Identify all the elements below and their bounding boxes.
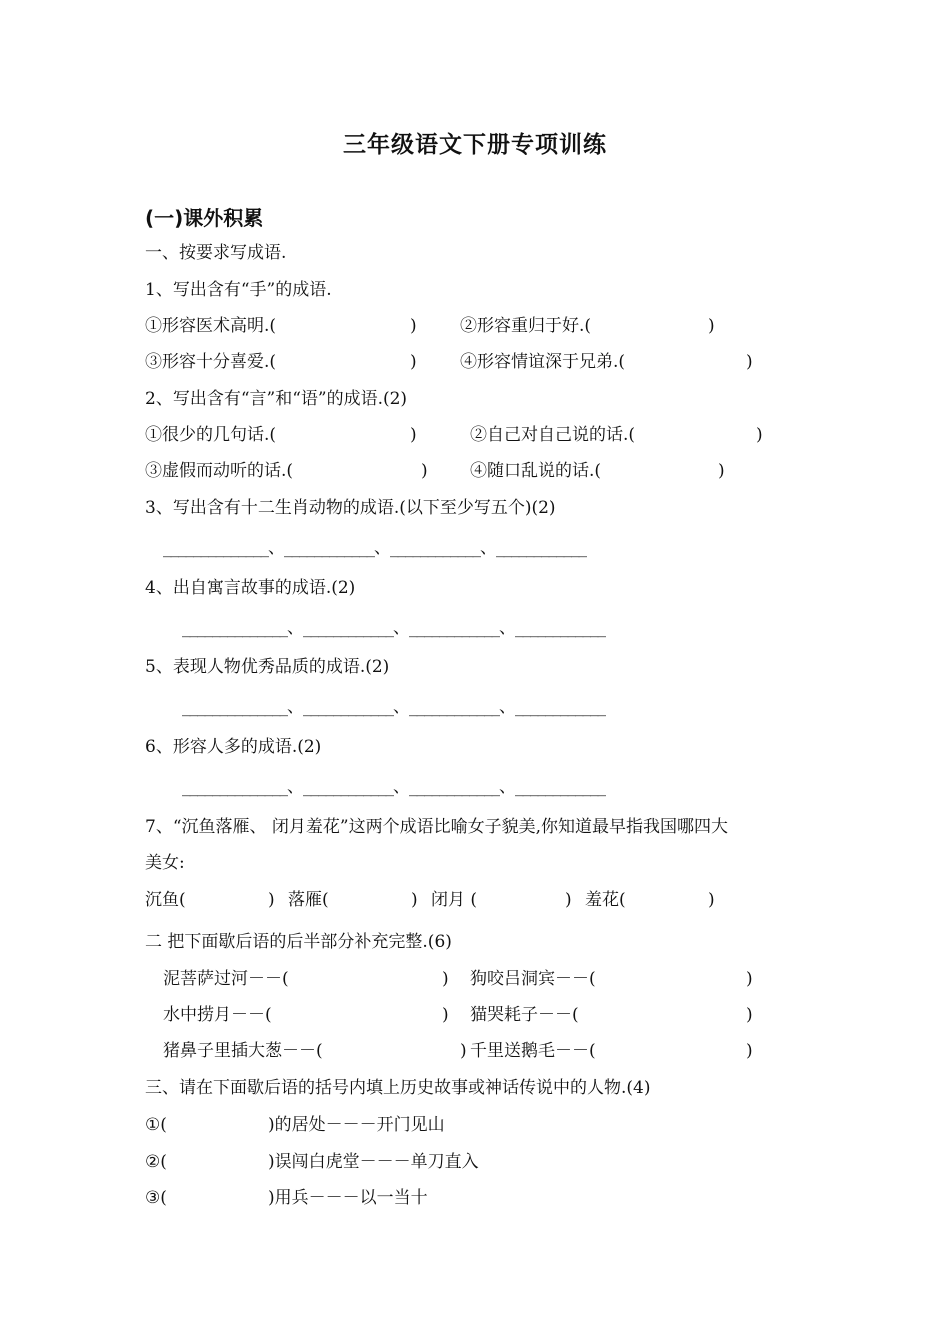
- answer-blank[interactable]: ______________: [182, 618, 287, 638]
- q1-sub2-item-a-close: ): [410, 425, 417, 445]
- q3-item-a-rest: )的居处－－－开门见山: [268, 1115, 445, 1135]
- answer-blank[interactable]: ____________: [409, 618, 499, 638]
- q1-sub1-item-c-close: ): [410, 352, 417, 372]
- answer-blank[interactable]: ______________: [182, 777, 287, 797]
- q2-item-d: 猫哭耗子－－(: [470, 1005, 579, 1025]
- q1-sub7-item-a: 沉鱼(: [145, 890, 186, 910]
- page-title: 三年级语文下册专项训练: [343, 132, 607, 158]
- separator: 、: [287, 697, 303, 717]
- q2-item-c: 水中捞月－－(: [163, 1005, 272, 1025]
- q2-item-e-close: ): [460, 1041, 467, 1061]
- q2-item-f: 千里送鹅毛－－(: [470, 1041, 596, 1061]
- q1-sub7-item-c-close: ): [565, 890, 572, 910]
- separator: 、: [287, 618, 303, 638]
- q1-sub1-heading: 1、写出含有“手”的成语.: [145, 280, 332, 300]
- q1-sub2-item-b: ②自己对自己说的话.(: [470, 425, 636, 445]
- separator: 、: [393, 697, 409, 717]
- answer-blank[interactable]: ____________: [390, 538, 480, 558]
- q2-item-b: 狗咬吕洞宾－－(: [470, 969, 596, 989]
- q2-item-f-close: ): [746, 1041, 753, 1061]
- q3-item-a-open: ①(: [145, 1115, 167, 1135]
- q1-sub1-item-b: ②形容重归于好.(: [460, 316, 592, 336]
- q1-sub7-line2: 美女:: [145, 853, 185, 873]
- separator: 、: [374, 538, 390, 558]
- answer-blank[interactable]: ____________: [515, 777, 605, 797]
- separator: 、: [268, 538, 284, 558]
- q2-item-d-close: ): [746, 1005, 753, 1025]
- q2-item-c-close: ): [442, 1005, 449, 1025]
- q1-sub3-heading: 3、写出含有十二生肖动物的成语.(以下至少写五个)(2): [145, 498, 556, 518]
- answer-blank[interactable]: ____________: [409, 697, 499, 717]
- q1-sub2-item-c-close: ): [421, 461, 428, 481]
- q1-sub6-blanks: [182, 776, 605, 798]
- q1-sub6-heading: 6、形容人多的成语.(2): [145, 737, 322, 757]
- separator: 、: [499, 618, 515, 638]
- q1-sub7-item-c: 闭月 (: [431, 890, 478, 910]
- q1-sub2-item-d-close: ): [718, 461, 725, 481]
- answer-blank[interactable]: ____________: [303, 697, 393, 717]
- q2-item-b-close: ): [746, 969, 753, 989]
- answer-blank[interactable]: ______________: [182, 697, 287, 717]
- q1-sub1-item-c: ③形容十分喜爱.(: [145, 352, 277, 372]
- answer-blank[interactable]: ______________: [163, 538, 268, 558]
- separator: 、: [393, 618, 409, 638]
- q3-heading: 三、请在下面歇后语的括号内填上历史故事或神话传说中的人物.(4): [145, 1078, 651, 1098]
- section-heading: (一)课外积累: [145, 206, 264, 230]
- answer-blank[interactable]: ____________: [515, 618, 605, 638]
- q1-sub2-item-b-close: ): [756, 425, 763, 445]
- q2-item-a: 泥菩萨过河－－(: [163, 969, 289, 989]
- answer-blank[interactable]: ____________: [284, 538, 374, 558]
- q3-item-c-rest: )用兵－－－以一当十: [268, 1188, 428, 1208]
- answer-blank[interactable]: ____________: [303, 618, 393, 638]
- q1-sub2-item-a: ①很少的几句话.(: [145, 425, 277, 445]
- answer-blank[interactable]: ____________: [409, 777, 499, 797]
- answer-blank[interactable]: ____________: [496, 538, 586, 558]
- q1-sub1-item-d: ④形容情谊深于兄弟.(: [460, 352, 626, 372]
- answer-blank[interactable]: ____________: [303, 777, 393, 797]
- separator: 、: [287, 777, 303, 797]
- q2-heading: 二 把下面歇后语的后半部分补充完整.(6): [145, 932, 452, 952]
- q1-sub2-item-c: ③虚假而动听的话.(: [145, 461, 294, 481]
- q1-sub7-item-d-close: ): [708, 890, 715, 910]
- q1-sub3-blanks: [163, 537, 586, 559]
- q1-sub1-item-b-close: ): [708, 316, 715, 336]
- q1-heading: 一、按要求写成语.: [145, 243, 287, 263]
- separator: 、: [480, 538, 496, 558]
- q1-sub7-item-a-close: ): [268, 890, 275, 910]
- q1-sub2-item-d: ④随口乱说的话.(: [470, 461, 602, 481]
- q3-item-c-open: ③(: [145, 1188, 167, 1208]
- q1-sub7-item-b: 落雁(: [288, 890, 329, 910]
- q1-sub1-item-a-close: ): [410, 316, 417, 336]
- q2-item-e: 猪鼻子里插大葱－－(: [163, 1041, 323, 1061]
- q1-sub5-heading: 5、表现人物优秀品质的成语.(2): [145, 657, 390, 677]
- q1-sub1-item-d-close: ): [746, 352, 753, 372]
- q1-sub7-item-b-close: ): [411, 890, 418, 910]
- q1-sub5-blanks: [182, 696, 605, 718]
- separator: 、: [393, 777, 409, 797]
- q2-item-a-close: ): [442, 969, 449, 989]
- q1-sub1-item-a: ①形容医术高明.(: [145, 316, 277, 336]
- separator: 、: [499, 697, 515, 717]
- q1-sub7-item-d: 羞花(: [585, 890, 626, 910]
- q1-sub7-line1: 7、“沉鱼落雁、 闭月羞花”这两个成语比喻女子貌美,你知道最早指我国哪四大: [145, 817, 729, 837]
- separator: 、: [499, 777, 515, 797]
- q3-item-b-open: ②(: [145, 1152, 167, 1172]
- q1-sub2-heading: 2、写出含有“言”和“语”的成语.(2): [145, 389, 408, 409]
- q1-sub4-blanks: [182, 617, 605, 639]
- q3-item-b-rest: )误闯白虎堂－－－单刀直入: [268, 1152, 479, 1172]
- q1-sub4-heading: 4、出自寓言故事的成语.(2): [145, 578, 356, 598]
- answer-blank[interactable]: ____________: [515, 697, 605, 717]
